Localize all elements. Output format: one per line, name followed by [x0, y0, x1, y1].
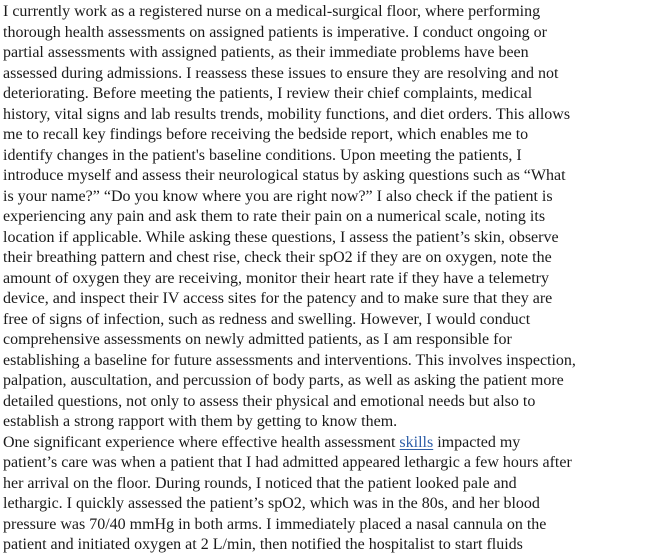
- text-span: One significant experience where effective health assessment: [3, 433, 400, 451]
- document-body: [3, 2, 663, 556]
- text-line: patient and initiated oxygen at 2 L/min, then notified the hospitalist to start fluids: [3, 536, 523, 553]
- text-line: detailed questions, not only to assess their physical and emotional needs but also to: [3, 392, 536, 410]
- text-line: [3, 433, 663, 454]
- text-line: her arrival on the floor. During rounds, I noticed that the patient looked pale and: [3, 474, 517, 492]
- text-line: their breathing pattern and chest rise, check their spO2 if they are on oxygen, note the: [3, 249, 552, 266]
- text-line: location if applicable. While asking these questions, I assess the patient’s skin, observe: [3, 228, 559, 246]
- skills-link[interactable]: skills: [399, 433, 434, 451]
- text-line: establishing a baseline for future assessments and interventions. This involves inspection,: [3, 351, 576, 369]
- text-line: patient’s care was when a patient that I had admitted appeared lethargic a few hours after: [3, 454, 572, 471]
- text-line: is your name?” “Do you know where you are right now?” I also check if the patient is: [3, 187, 553, 205]
- text-line: experiencing any pain and ask them to rate their pain on a numerical scale, noting its: [3, 208, 546, 225]
- text-line: I currently work as a registered nurse on a medical-surgical floor, where performing: [3, 3, 541, 20]
- text-line: me to recall key findings before receiving the bedside report, which enables me to: [3, 126, 529, 143]
- text-line: thorough health assessments on assigned patients is imperative. I conduct ongoing or: [3, 23, 547, 41]
- text-line: partial assessments with assigned patients, as their immediate problems have been: [3, 44, 529, 61]
- text-line: lethargic. I quickly assessed the patient’s spO2, which was in the 80s, and her blood: [3, 495, 540, 512]
- text-line: free of signs of infection, such as redness and swelling. However, I would conduct: [3, 310, 531, 328]
- text-line: deteriorating. Before meeting the patients, I review their chief complaints, medical: [3, 85, 533, 102]
- text-line: establish a strong rapport with them by getting to know them.: [3, 413, 398, 430]
- paragraph-significant-experience: [3, 433, 663, 556]
- text-line: pressure was 70/40 mmHg in both arms. I immediately placed a nasal cannula on the: [3, 515, 547, 533]
- text-line: introduce myself and assess their neurological status by asking questions such as “What: [3, 167, 566, 184]
- text-line: device, and inspect their IV access sites for the patency and to make sure that they are: [3, 290, 553, 307]
- text-line: comprehensive assessments on newly admitted patients, as I am responsible for: [3, 331, 512, 348]
- text-line: amount of oxygen they are receiving, monitor their heart rate if they have a telemetry: [3, 269, 549, 287]
- text-line: assessed during admissions. I reassess these issues to ensure they are resolving and not: [3, 64, 559, 82]
- text-line: palpation, auscultation, and percussion of body parts, as well as asking the patient more: [3, 372, 564, 389]
- text-span: impacted my: [433, 433, 521, 451]
- text-line: history, vital signs and lab results trends, mobility functions, and diet orders. This allows: [3, 105, 571, 123]
- text-line: identify changes in the patient's baseline conditions. Upon meeting the patients, I: [3, 146, 522, 164]
- paragraph-routine-assessment: [3, 2, 663, 433]
